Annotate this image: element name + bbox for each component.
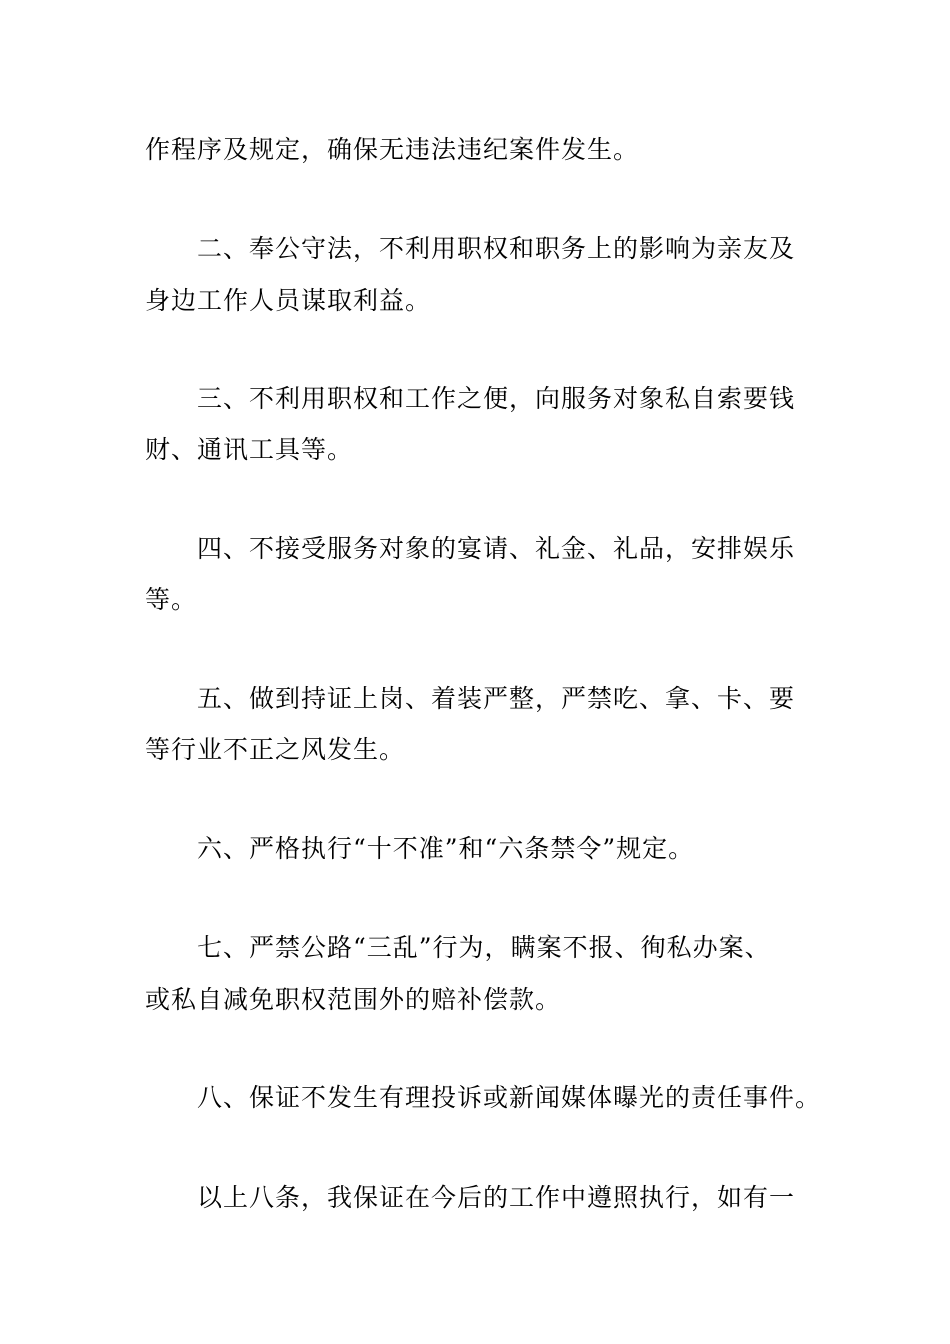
text-line: 六、严格执行“十不准”和“六条禁令”规定。 (197, 834, 695, 863)
text-line: 五、做到持证上岗、着装严整，严禁吃、拿、卡、要 (197, 684, 796, 713)
text-line: 等行业不正之风发生。 (145, 735, 406, 764)
text-line: 八、保证不发生有理投诉或新闻媒体曝光的责任事件。 (197, 1083, 822, 1112)
text-line: 四、不接受服务对象的宴请、礼金、礼品，安排娱乐 (197, 534, 796, 563)
text-line: 财、通讯工具等。 (145, 435, 354, 464)
text-line: 或私自减免职权范围外的赔补偿款。 (145, 985, 562, 1014)
text-line: 以上八条，我保证在今后的工作中遵照执行，如有一 (197, 1183, 796, 1212)
text-line: 二、奉公守法，不利用职权和职务上的影响为亲友及 (197, 234, 796, 263)
text-line: 身边工作人员谋取利益。 (145, 286, 432, 315)
text-line: 等。 (145, 585, 198, 614)
text-line: 三、不利用职权和工作之便，向服务对象私自索要钱 (197, 384, 796, 413)
text-line: 作程序及规定，确保无违法违纪案件发生。 (145, 135, 640, 164)
text-line: 七、严禁公路“三乱”行为，瞒案不报、徇私办案、 (197, 933, 771, 962)
